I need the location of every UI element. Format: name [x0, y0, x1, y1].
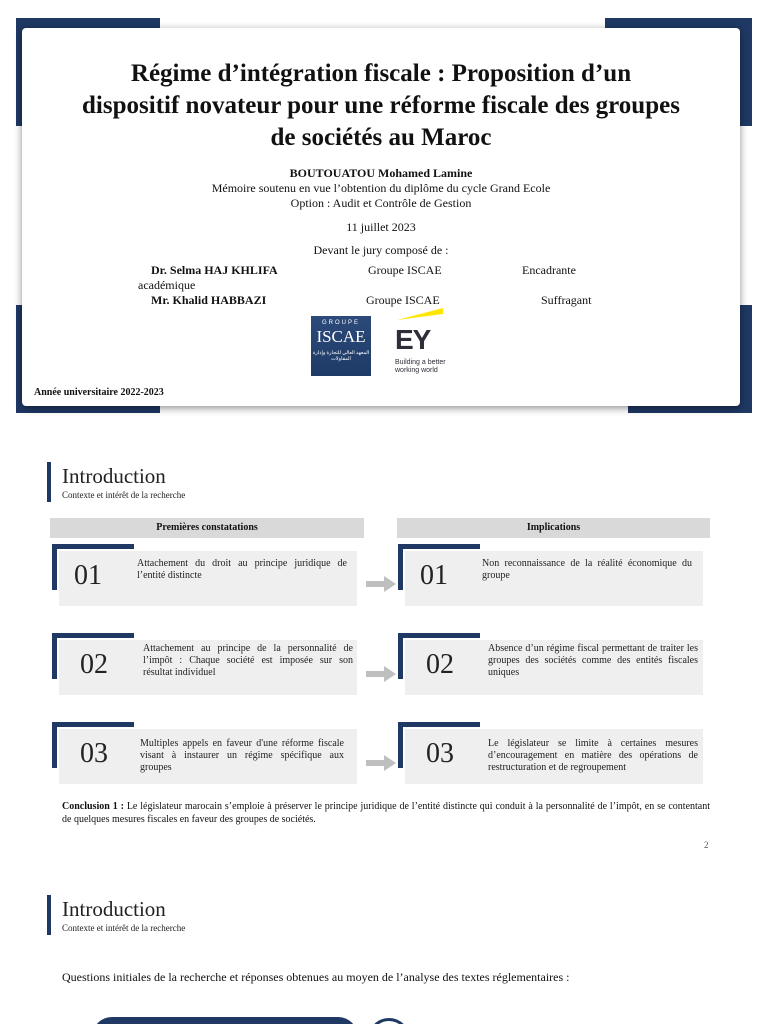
- slide-subheading: Contexte et intérêt de la recherche: [62, 490, 186, 500]
- conclusion-paragraph: [62, 800, 710, 826]
- thesis-title: Régime d’intégration fiscale : Proposition d’un dispositif novateur pour une réforme fiscale des groupes de sociétés au Maroc: [82, 60, 680, 151]
- title-card: [22, 28, 740, 406]
- jury-name-2: Mr. Khalid HABBAZI: [151, 293, 267, 307]
- research-questions-intro: Questions initiales de la recherche et réponses obtenues au moyen de l’analyse des textes réglementaires :: [62, 970, 570, 984]
- thesis-subtitle: Mémoire soutenu en vue l’obtention du diplôme du cycle Grand Ecole: [211, 181, 551, 195]
- defense-date: 11 juillet 2023: [346, 220, 416, 234]
- jury-intro: Devant le jury composé de :: [313, 243, 449, 257]
- box-number: 03: [80, 738, 108, 769]
- iscae-logo-arabic: المعهد العالي للتجارة وإدارة المقاولات: [312, 351, 370, 362]
- box-number: 01: [420, 560, 448, 591]
- right-box-03: [398, 722, 703, 788]
- arrow-right-icon: [366, 574, 396, 594]
- box-text: Attachement au principe de la personnalité de l’impôt : Chaque société est imposée sur son résultat individuel: [143, 643, 353, 678]
- jury-role-2: Suffragant: [541, 293, 592, 307]
- slide-heading: Introduction: [62, 464, 166, 488]
- box-text: Multiples appels en faveur d'une réforme fiscale visant à instaurer un régime spécifique aux groupes: [140, 738, 344, 773]
- page-number: 2: [704, 840, 709, 850]
- box-number: 02: [426, 649, 454, 680]
- box-text: Absence d’un régime fiscal permettant de traiter les groupes des sociétés comme des entités fiscales uniques: [488, 643, 698, 678]
- ey-beam-icon: [397, 308, 443, 320]
- right-box-02: [398, 633, 703, 699]
- box-text: Le législateur se limite à certaines mesures d’encouragement en matière des opérations de restructuration et de regroupement: [488, 738, 698, 773]
- slide-subheading: Contexte et intérêt de la recherche: [62, 923, 186, 933]
- box-text: Attachement du droit au principe juridique de l’entité distincte: [137, 558, 347, 581]
- ey-logo: [395, 308, 459, 378]
- slide-heading: Introduction: [62, 897, 166, 921]
- box-number: 02: [80, 649, 108, 680]
- question-pill-shape: [92, 1017, 358, 1024]
- iscae-logo-name: ISCAE: [316, 327, 366, 346]
- academic-year: Année universitaire 2022-2023: [34, 387, 164, 398]
- author-name: BOUTOUATOU Mohamed Lamine: [289, 166, 473, 180]
- box-number: 01: [74, 560, 102, 591]
- ey-tagline-1: Building a better: [395, 359, 446, 366]
- thesis-option: Option : Audit et Contrôle de Gestion: [290, 196, 472, 210]
- introduction-slide-2: [0, 440, 768, 860]
- question-circle-shape: [368, 1018, 410, 1024]
- left-box-03: [52, 722, 357, 788]
- heading-accent-bar: [47, 462, 51, 502]
- ey-tagline: [395, 359, 446, 375]
- jury-org-2: Groupe ISCAE: [366, 293, 440, 307]
- jury-name-1: Dr. Selma HAJ KHLIFA: [151, 263, 278, 277]
- left-box-01: [52, 544, 357, 610]
- iscae-logo: [311, 316, 371, 376]
- introduction-slide-3: [0, 873, 768, 1024]
- conclusion-label: Conclusion 1 :: [62, 801, 124, 812]
- heading-accent-bar: [47, 895, 51, 935]
- box-text: Non reconnaissance de la réalité économique du groupe: [482, 558, 692, 581]
- left-column-header: Premières constatations: [50, 518, 364, 538]
- arrow-right-icon: [366, 753, 396, 773]
- title-slide: [0, 0, 768, 420]
- conclusion-text: Le législateur marocain s’emploie à préserver le principe juridique de l’entité distincte qui conduit à la personnalité de l’impôt, en se contentant de quelques mesures fiscales en faveur des groupes de sociétés.: [62, 801, 710, 825]
- right-box-01: [398, 544, 703, 610]
- jury-org-1: Groupe ISCAE: [368, 263, 442, 277]
- right-column-header: Implications: [397, 518, 710, 538]
- jury-role-1-cont: académique: [138, 278, 196, 292]
- left-box-02: [52, 633, 357, 699]
- arrow-right-icon: [366, 664, 396, 684]
- jury-role-1: Encadrante: [522, 263, 576, 277]
- box-number: 03: [426, 738, 454, 769]
- ey-logo-name: EY: [395, 324, 431, 355]
- ey-tagline-2: working world: [395, 367, 438, 374]
- iscae-logo-top: GROUPE: [321, 320, 360, 326]
